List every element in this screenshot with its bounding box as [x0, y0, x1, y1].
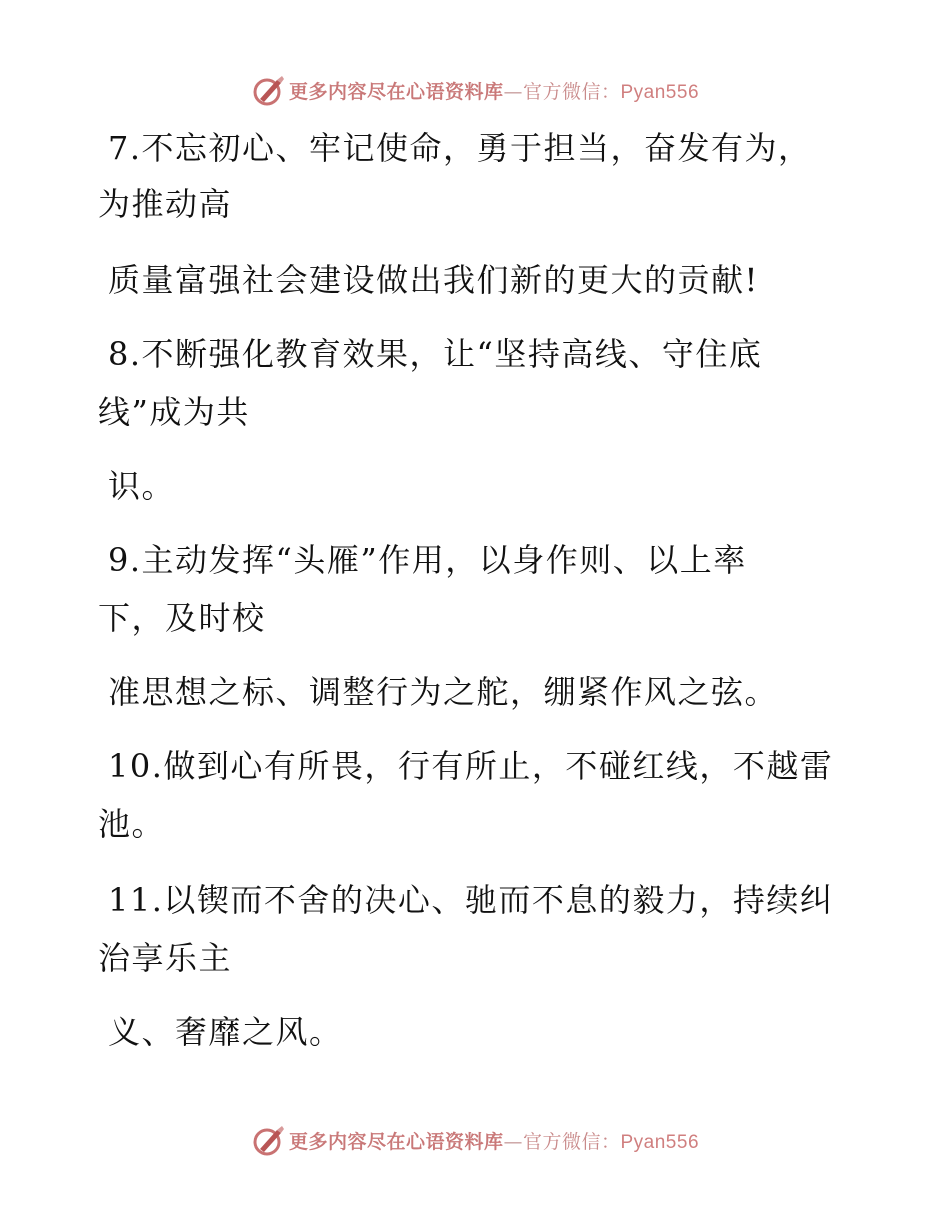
text-line: 义、奢靡之风。	[108, 1013, 343, 1051]
footer-watermark	[0, 1120, 950, 1160]
text-line: 11.以锲而不舍的决心、驰而不息的毅力，持续纠	[108, 881, 834, 919]
text-line: 9.主动发挥“头雁”作用，以身作则、以上率	[108, 541, 747, 579]
text-line: 池。	[98, 805, 166, 843]
text-line: 为推动高	[98, 185, 233, 223]
watermark-brand: 更多内容尽在心语资料库	[288, 1130, 504, 1153]
text-line: 识。	[108, 467, 176, 505]
watermark-label: 官方微信：	[522, 1130, 621, 1153]
text-line: 7.不忘初心、牢记使命，勇于担当，奋发有为，	[108, 129, 812, 167]
text-line: 下，及时校	[98, 599, 266, 637]
watermark-text	[289, 1127, 699, 1154]
pen-logo-icon	[251, 1122, 287, 1158]
watermark-id: Pyan556	[620, 81, 700, 103]
text-line: 10.做到心有所畏，行有所止，不碰红线，不越雷	[108, 747, 834, 785]
text-line: 准思想之标、调整行为之舵，绷紧作风之弦。	[108, 673, 779, 711]
watermark-brand: 更多内容尽在心语资料库	[288, 80, 504, 103]
text-line: 线”成为共	[98, 393, 250, 431]
watermark-label: 官方微信：	[522, 80, 621, 103]
text-line: 质量富强社会建设做出我们新的更大的贡献!	[108, 261, 759, 299]
watermark-id: Pyan556	[620, 1131, 700, 1153]
text-line: 治享乐主	[98, 939, 233, 977]
watermark-separator: —	[503, 1130, 523, 1153]
watermark-separator: —	[503, 80, 523, 103]
text-line: 8.不断强化教育效果，让“坚持高线、守住底	[108, 335, 763, 373]
